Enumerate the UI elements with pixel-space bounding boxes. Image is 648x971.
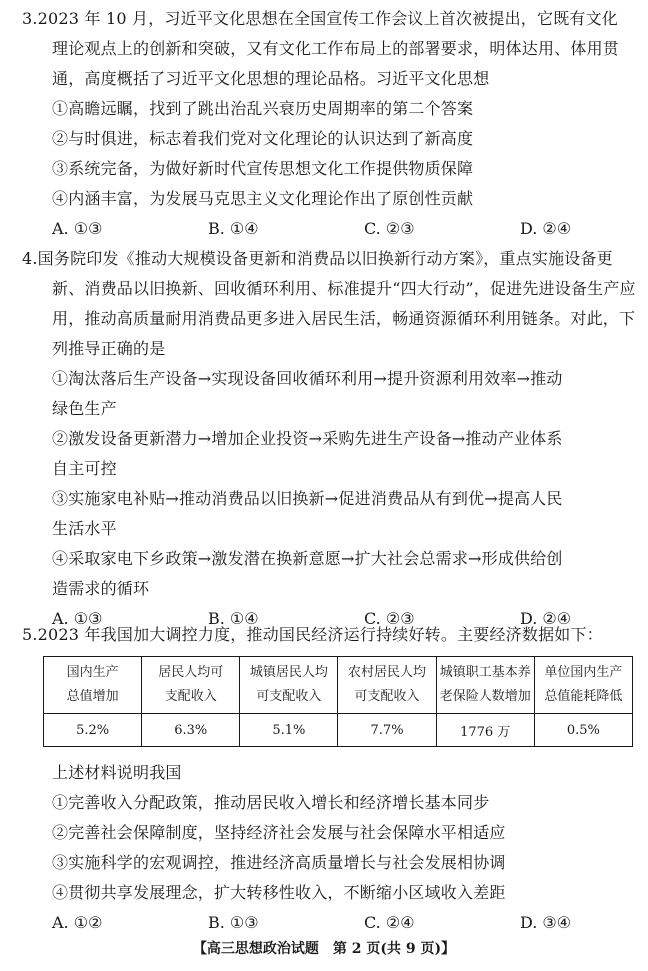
q5-options (22, 908, 634, 938)
table-header-cell: 居民人均可 支配收入 (142, 657, 240, 714)
question-5 (22, 620, 634, 650)
q3-statement-2: ②与时俱进，标志着我们党对文化理论的认识达到了新高度 (52, 129, 474, 148)
q3-statement-4: ④内涵丰富，为发展马克思主义文化理论作出了原创性贡献 (52, 189, 474, 208)
q3-options (22, 214, 634, 244)
q4-option-a[interactable]: A. ①③ (52, 609, 103, 628)
q4-statement-2-line-2: 自主可控 (52, 459, 117, 478)
q5-option-a[interactable]: A. ①② (52, 913, 103, 932)
q4-option-c[interactable]: C. ②③ (364, 609, 415, 628)
table-header-cell: 国内生产 总值增加 (44, 657, 142, 714)
q5-option-c[interactable]: C. ②④ (364, 913, 415, 932)
q4-statement-2-line-1: ②激发设备更新潜力→增加企业投资→采购先进生产设备→推动产业体系 (52, 429, 563, 448)
q3-option-a[interactable]: A. ①③ (52, 219, 103, 238)
question-5-body (22, 758, 634, 938)
q5-lead: 上述材料说明我国 (52, 763, 182, 782)
table-value-cell: 0.5% (534, 714, 632, 747)
q5-statement-1: ①完善收入分配政策，推动居民收入增长和经济增长基本同步 (52, 793, 490, 812)
table-header-row (44, 657, 633, 714)
table-header-cell: 城镇职工基本养 老保险人数增加 (436, 657, 534, 714)
q5-option-b[interactable]: B. ①③ (208, 913, 259, 932)
table-header-cell: 城镇居民人均 可支配收入 (240, 657, 338, 714)
q3-option-d[interactable]: D. ②④ (520, 219, 572, 238)
table-header-cell: 单位国内生产 总值能耗降低 (534, 657, 632, 714)
q3-stem-line-1: 3.2023 年 10 月，习近平文化思想在全国宣传工作会议上首次被提出，它既有文化 (22, 9, 619, 28)
economic-data-table (43, 656, 633, 747)
page-footer: 【高三思想政治试题 第 2 页(共 9 页)】 (192, 941, 456, 957)
q5-option-d[interactable]: D. ③④ (520, 913, 572, 932)
table-value-cell: 6.3% (142, 714, 240, 747)
table-value-row (44, 714, 633, 747)
q4-statement-3-line-2: 生活水平 (52, 519, 117, 538)
question-4 (22, 244, 634, 634)
table-value-cell: 5.2% (44, 714, 142, 747)
q3-statement-1: ①高瞻远瞩，找到了跳出治乱兴衰历史周期率的第二个答案 (52, 99, 474, 118)
q4-statement-3-line-1: ③实施家电补贴→推动消费品以旧换新→促进消费品从有到优→提高人民 (52, 489, 563, 508)
q3-stem-line-3: 通，高度概括了习近平文化思想的理论品格。习近平文化思想 (52, 69, 490, 88)
q4-stem-line-3: 用，推动高质量耐用消费品更多进入居民生活，畅通资源循环利用链条。对此，下 (52, 309, 636, 328)
q4-option-b[interactable]: B. ①④ (208, 609, 259, 628)
q4-statement-4-line-1: ④采取家电下乡政策→激发潜在换新意愿→扩大社会总需求→形成供给创 (52, 549, 563, 568)
q3-stem-line-2: 理论观点上的创新和突破，又有文化工作布局上的部署要求，明体达用、体用贯 (52, 39, 620, 58)
q5-statement-3: ③实施科学的宏观调控，推进经济高质量增长与社会发展相协调 (52, 853, 506, 872)
table-value-cell: 1776 万 (436, 714, 534, 747)
q5-statement-4: ④贯彻共享发展理念，扩大转移性收入，不断缩小区域收入差距 (52, 883, 506, 902)
q3-option-c[interactable]: C. ②③ (364, 219, 415, 238)
q4-statement-1-line-1: ①淘汰落后生产设备→实现设备回收循环利用→提升资源利用效率→推动 (52, 369, 563, 388)
q5-stem: 5.2023 年我国加大调控力度，推动国民经济运行持续好转。主要经济数据如下： (22, 625, 603, 644)
q4-stem-line-1: 4.国务院印发《推动大规模设备更新和消费品以旧换新行动方案》，重点实施设备更 (22, 249, 613, 268)
q4-stem-line-2: 新、消费品以旧换新、回收循环利用、标准提升“四大行动”，促进先进设备生产应 (52, 279, 636, 298)
q5-statement-2: ②完善社会保障制度，坚持经济社会发展与社会保障水平相适应 (52, 823, 506, 842)
q3-option-b[interactable]: B. ①④ (208, 219, 259, 238)
q4-option-d[interactable]: D. ②④ (520, 609, 572, 628)
question-3 (22, 4, 634, 244)
table-value-cell: 7.7% (338, 714, 436, 747)
q4-stem-line-4: 列推导正确的是 (52, 339, 166, 358)
table-header-cell: 农村居民人均 可支配收入 (338, 657, 436, 714)
q3-statement-3: ③系统完备，为做好新时代宣传思想文化工作提供物质保障 (52, 159, 474, 178)
q4-statement-1-line-2: 绿色生产 (52, 399, 117, 418)
table-value-cell: 5.1% (240, 714, 338, 747)
q4-statement-4-line-2: 造需求的循环 (52, 579, 150, 598)
